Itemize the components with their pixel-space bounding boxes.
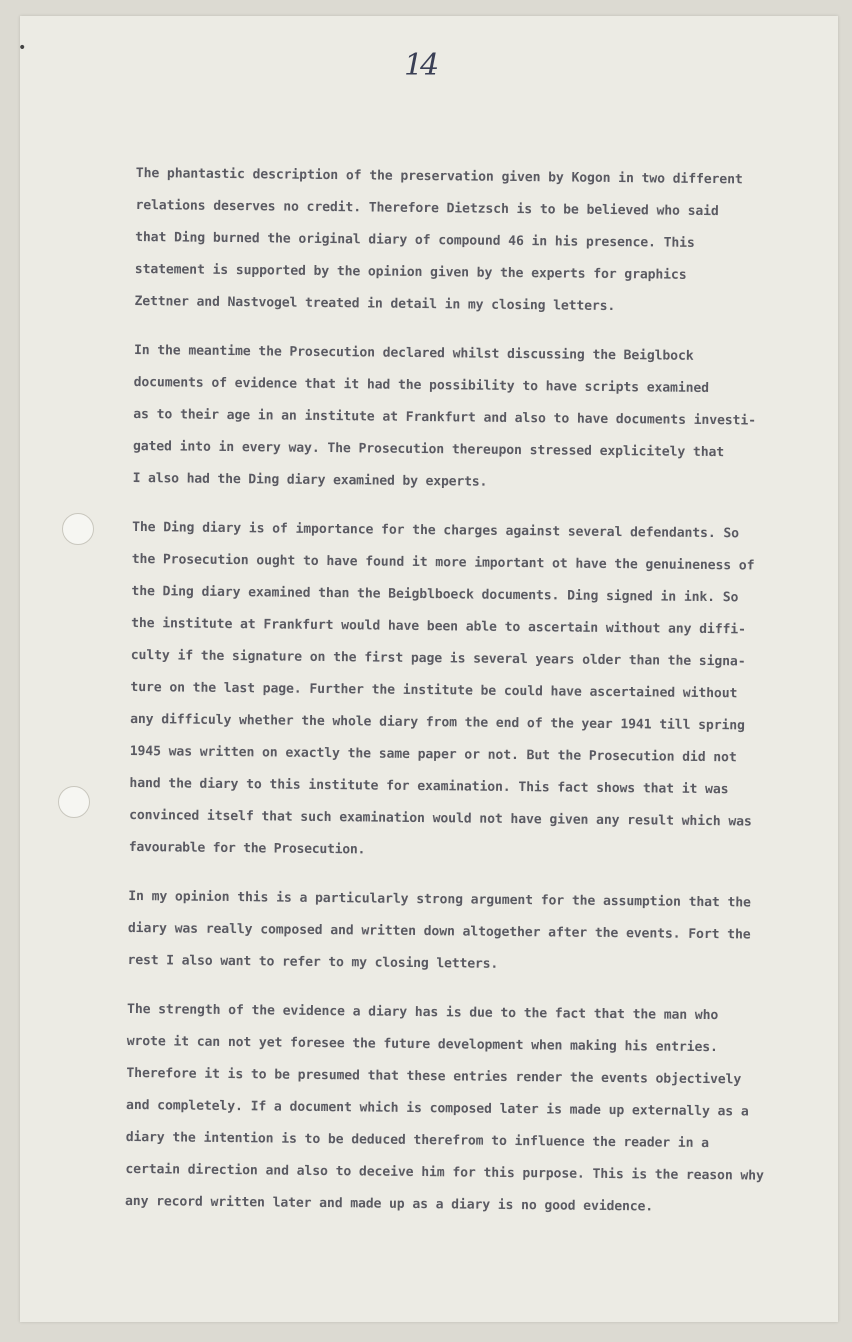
- punch-hole-top: [62, 513, 94, 545]
- text-line: favourable for the Prosecution.: [128, 839, 366, 858]
- paragraph: [132, 335, 814, 502]
- paragraph: [125, 994, 807, 1225]
- text-line: wrote it can not yet foresee the future development when making his entries.: [126, 1033, 718, 1056]
- text-line: as to their age in an institute at Frankfurt and also to have documents investi-: [133, 406, 757, 429]
- text-line: the Prosecution ought to have found it more important ot have the genuineness of: [131, 551, 755, 574]
- text-line: any difficuly whether the whole diary from the end of the year 1941 till spring: [130, 711, 745, 734]
- text-line: In the meantime the Prosecution declared whilst discussing the Beiglbock: [133, 342, 694, 364]
- margin-mark: •: [18, 40, 27, 56]
- text-line: Therefore it is to be presumed that these entries render the events objectively: [126, 1065, 742, 1088]
- text-line: gated into in every way. The Prosecution thereupon stressed explicitely that: [132, 438, 725, 461]
- text-line: statement is supported by the opinion given by the experts for graphics: [134, 261, 687, 283]
- text-line: diary the intention is to be deduced therefrom to influence the reader in a: [125, 1129, 710, 1152]
- text-line: The phantastic description of the preservation given by Kogon in two different: [135, 165, 743, 188]
- text-line: relations deserves no credit. Therefore Dietzsch is to be believed who said: [135, 197, 719, 220]
- text-line: convinced itself that such examination would not have given any result which was: [129, 807, 752, 830]
- text-line: Zettner and Nastvogel treated in detail in my closing letters.: [134, 293, 616, 315]
- text-line: any record written later and made up as a diary is no good evidence.: [124, 1193, 654, 1215]
- document-body: [125, 158, 816, 1242]
- text-line: hand the diary to this institute for examination. This fact shows that it was: [129, 775, 729, 798]
- text-line: The strength of the evidence a diary has is due to the fact that the man who: [127, 1001, 719, 1024]
- text-line: I also had the Ding diary examined by experts.: [132, 470, 488, 490]
- page-number: 14: [404, 48, 437, 83]
- text-line: diary was really composed and written down altogether after the events. Fort the: [127, 920, 751, 943]
- text-line: certain direction and also to deceive him for this purpose. This is the reason why: [125, 1161, 764, 1184]
- paragraph: [134, 158, 816, 325]
- punch-hole-bottom: [58, 786, 90, 818]
- text-line: In my opinion this is a particularly strong argument for the assumption that the: [128, 888, 751, 911]
- paragraph: [127, 881, 808, 984]
- text-line: rest I also want to refer to my closing letters.: [127, 952, 499, 972]
- text-line: ture on the last page. Further the institute be could have ascertained without: [130, 679, 738, 702]
- text-line: 1945 was written on exactly the same paper or not. But the Prosecution did not: [129, 743, 737, 766]
- paragraph: [129, 512, 813, 871]
- text-line: that Ding burned the original diary of compound 46 in his presence. This: [135, 229, 695, 251]
- text-line: the institute at Frankfurt would have been able to ascertain without any diffi-: [131, 615, 746, 638]
- text-line: culty if the signature on the first page is several years older than the signa-: [130, 647, 746, 670]
- text-line: documents of evidence that it had the possibility to have scripts examined: [133, 374, 710, 397]
- text-line: and completely. If a document which is composed later is made up externally as a: [125, 1097, 749, 1120]
- text-line: The Ding diary is of importance for the charges against several defendants. So: [132, 519, 740, 542]
- text-line: the Ding diary examined than the Beigblboeck documents. Ding signed in ink. So: [131, 583, 739, 606]
